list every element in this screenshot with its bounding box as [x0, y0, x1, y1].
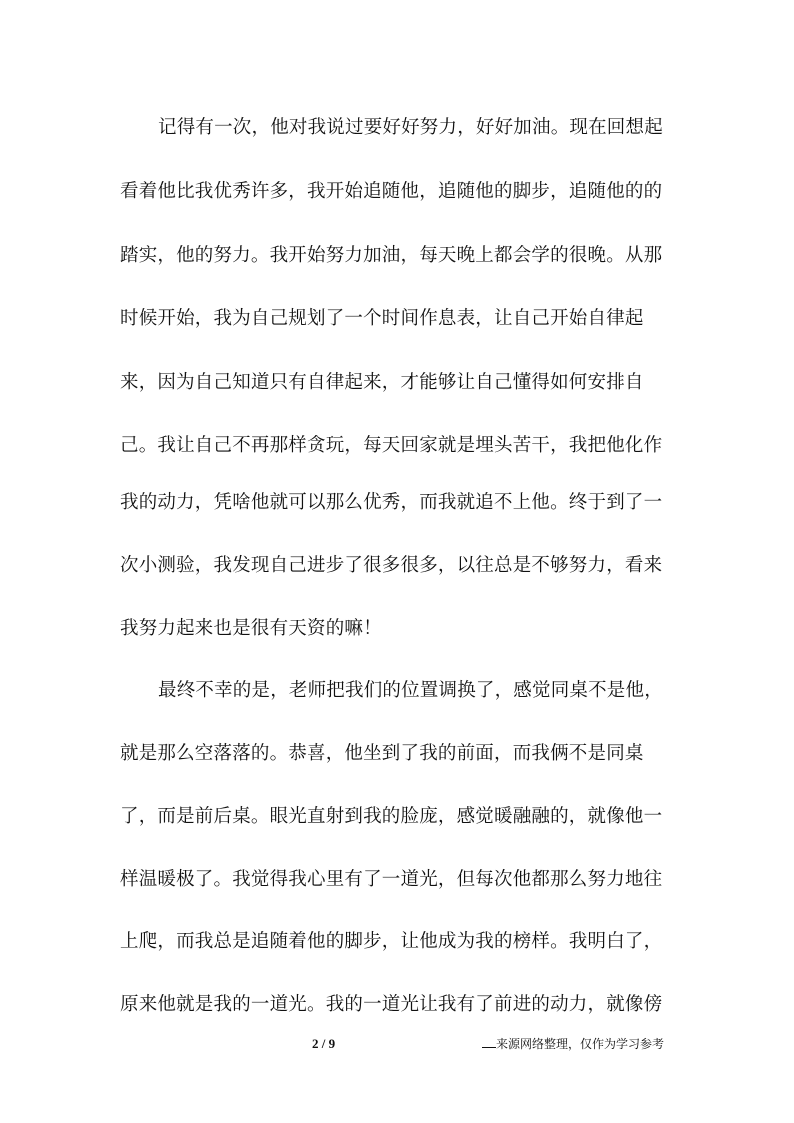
underline-mark [482, 1036, 496, 1048]
paragraph-1-line-9: 我努力起来也是很有天资的嘛！ [120, 618, 382, 639]
paragraph-1-line-2: 看着他比我优秀许多，我开始追随他，追随他的脚步，追随他的的 [120, 181, 663, 202]
paragraph-1-line-1: 记得有一次，他对我说过要好好努力，好好加油。现在回想起 [158, 117, 663, 138]
paragraph-1-line-7: 我的动力，凭啥他就可以那么优秀，而我就追不上他。终于到了一 [120, 492, 663, 513]
source-note [482, 1036, 664, 1052]
paragraph-2-line-4: 样温暖极了。我觉得我心里有了一道光，但每次他都那么努力地往 [120, 869, 663, 890]
page-number: 2 / 9 [312, 1036, 336, 1051]
paragraph-2-line-5: 上爬，而我总是追随着他的脚步，让他成为我的榜样。我明白了， [120, 931, 663, 952]
paragraph-2-line-2: 就是那么空落落的。恭喜，他坐到了我的前面，而我俩不是同桌 [120, 743, 644, 764]
paragraph-1-line-3: 踏实，他的努力。我开始努力加油，每天晚上都会学的很晚。从那 [120, 245, 663, 266]
paragraph-2-line-6: 原来他就是我的一道光。我的一道光让我有了前进的动力，就像傍 [120, 994, 663, 1015]
paragraph-1-line-8: 次小测验，我发现自己进步了很多很多，以往总是不够努力，看来 [120, 555, 663, 576]
paragraph-1-line-5: 来，因为自己知道只有自律起来，才能够让自己懂得如何安排自 [120, 372, 644, 393]
paragraph-2-line-3: 了，而是前后桌。眼光直射到我的脸庞，感觉暖融融的，就像他一 [120, 806, 663, 827]
source-note-text: 来源网络整理，仅作为学习参考 [496, 1037, 665, 1051]
paragraph-1-line-6: 己。我让自己不再那样贪玩，每天回家就是埋头苦干，我把他化作 [120, 435, 663, 456]
paragraph-1-line-4: 时候开始，我为自己规划了一个时间作息表，让自己开始自律起 [120, 308, 644, 329]
paragraph-2-line-1: 最终不幸的是，老师把我们的位置调换了，感觉同桌不是他， [158, 680, 663, 701]
